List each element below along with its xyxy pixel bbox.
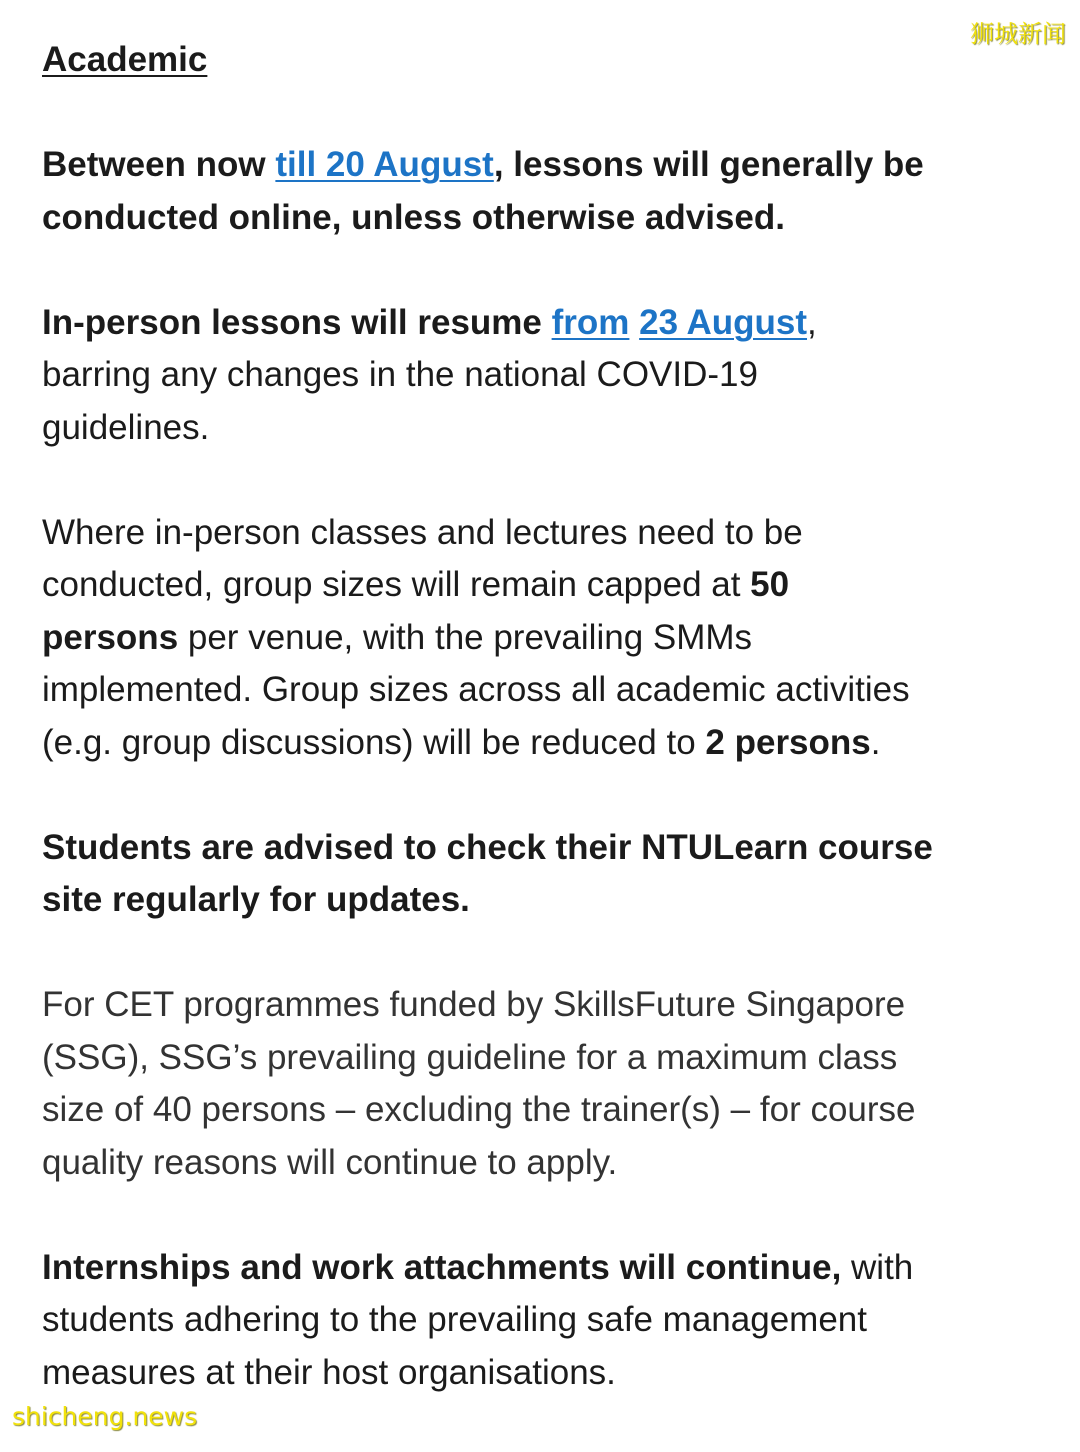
text: For CET programmes funded by SkillsFuture Singapore <box>42 985 906 1024</box>
paragraph <box>42 979 1072 1189</box>
paragraph <box>42 507 1072 770</box>
bold-text: Between now <box>42 145 276 184</box>
text: implemented. Group sizes across all academic activities <box>42 670 910 709</box>
bold-text: Internships and work attachments will continue, <box>42 1247 842 1287</box>
text-line <box>42 559 1072 612</box>
text-line <box>42 1137 1072 1190</box>
text-line <box>42 507 1072 560</box>
date-link[interactable]: till 20 August <box>275 145 494 184</box>
text-line <box>42 139 1072 192</box>
text: size of 40 persons – excluding the trainer(s) – for course <box>42 1090 916 1129</box>
text-line <box>42 717 1072 770</box>
text: quality reasons will continue to apply. <box>42 1142 618 1182</box>
paragraphs <box>42 139 1072 1399</box>
text: guidelines. <box>42 407 210 447</box>
text: . <box>870 722 881 762</box>
text-line <box>42 664 1072 717</box>
text: per venue, with the prevailing SMMs <box>178 617 753 657</box>
watermark-bottom: shicheng.news <box>12 1402 198 1431</box>
text: (SSG), SSG’s prevailing guideline for a maximum class <box>42 1037 898 1077</box>
text-line <box>42 612 1072 665</box>
bold-text: In-person lessons will resume <box>42 302 552 342</box>
paragraph <box>42 139 1072 244</box>
watermark-top: 狮城新闻 <box>970 20 1066 48</box>
text-line <box>42 1347 1072 1400</box>
bold-text: 2 persons <box>705 722 871 762</box>
text-line <box>42 874 1072 927</box>
text: measures at their host organisations. <box>42 1352 616 1392</box>
text-line <box>42 349 1072 402</box>
date-link[interactable]: 23 August <box>639 302 808 342</box>
text-line <box>42 822 1072 875</box>
bold-text: conducted online, unless otherwise advised. <box>42 197 785 237</box>
text: with <box>841 1247 914 1287</box>
document-body <box>42 34 1072 1452</box>
text: , <box>807 302 817 342</box>
bold-text: Students are advised to check their NTULearn course <box>42 827 933 867</box>
text: barring any changes in the national COVID-19 <box>42 355 758 394</box>
text: Where in-person classes and lectures need to be <box>42 512 803 552</box>
text-line <box>42 1084 1072 1137</box>
bold-text: site regularly for updates. <box>42 880 470 919</box>
date-link[interactable]: from <box>551 302 630 342</box>
paragraph <box>42 1242 1072 1400</box>
text: conducted, group sizes will remain capped at <box>42 565 751 604</box>
section-heading: Academic <box>42 40 208 79</box>
text-line <box>42 1242 1072 1295</box>
text-line <box>42 297 1072 350</box>
text-line <box>42 1032 1072 1085</box>
text-line <box>42 402 1072 455</box>
paragraph <box>42 297 1072 455</box>
text-line <box>42 1294 1072 1347</box>
text: students adhering to the prevailing safe management <box>42 1300 867 1339</box>
text-line <box>42 192 1072 245</box>
text: (e.g. group discussions) will be reduced to <box>42 722 706 762</box>
bold-text: , lessons will generally be <box>493 145 924 184</box>
text-line <box>42 979 1072 1032</box>
text <box>629 303 639 342</box>
paragraph <box>42 822 1072 927</box>
bold-text: persons <box>42 617 179 657</box>
bold-text: 50 <box>750 565 790 604</box>
